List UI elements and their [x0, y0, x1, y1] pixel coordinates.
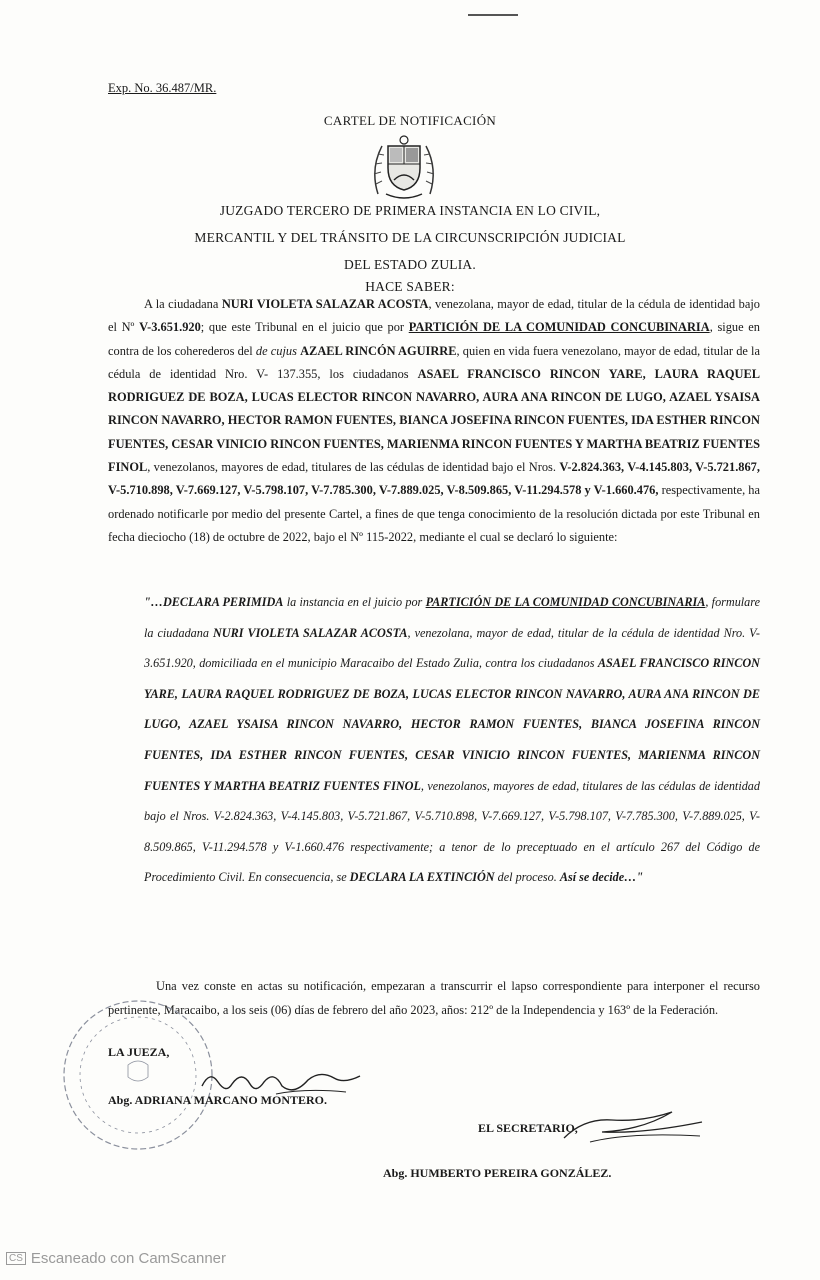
plaintiff-name: NURI VIOLETA SALAZAR ACOSTA — [221, 297, 429, 311]
watermark-text: Escaneado con CamScanner — [30, 1250, 227, 1267]
camscanner-logo-icon: CS — [6, 1252, 26, 1265]
court-name-line-3: DEL ESTADO ZULIA. — [344, 257, 476, 272]
secretary-name: Abg. HUMBERTO PEREIRA GONZÁLEZ. — [383, 1166, 612, 1180]
secretary-signature-icon — [560, 1108, 710, 1148]
closing-paragraph: Una vez conste en actas su notificación, empezaran a transcurrir el lapso correspondiente para interponer el recurso pertinente, Maracaibo, a los seis (06) días de febrero del año 2023, años: 212º de la Independencia y 163º de la Federación. — [108, 979, 760, 1017]
hace-saber: HACE SABER: — [365, 279, 455, 294]
plaintiff-id: V-3.651.920 — [139, 320, 201, 335]
judge-name: Abg. ADRIANA MARCANO MONTERO. — [108, 1093, 328, 1107]
deceased-name: AZAEL RINCÓN AGUIRRE — [300, 343, 457, 358]
heirs-ids: V-2.824.363, V-4.145.803, V-5.721.867, V-5.710.898, V-7.669.127, V-5.798.107, V-7.785.300, V-7.889.025, V-8.509.865, V-11.294.578 y V-1.660.476, — [108, 460, 760, 498]
coat-of-arms-icon — [368, 134, 440, 202]
expediente-number: Exp. No. 36.487/MR. — [108, 81, 217, 95]
quoted-resolution: "…DECLARA PERIMIDA la instancia en el juicio por PARTICIÓN DE LA COMUNIDAD CONCUBINARIA, formulare la ciudadana NURI VIOLETA SALAZAR ACOSTA, venezolana, mayor de edad, titular de la cédula de identidad Nro. V- 3.651.920, domiciliada en el municipio Maracaibo del Estado Zulia, contra los ciudadanos ASAEL FRANCISCO RINCON YARE, LAURA RAQUEL RODRIGUEZ DE BOZA, LUCAS ELECTOR RINCON NAVARRO, AURA ANA RINCON DE LUGO, AZAEL YSAISA RINCON NAVARRO, HECTOR RAMON FUENTES, BIANCA JOSEFINA RINCON FUENTES, IDA ESTHER RINCON FUENTES, CESAR VINICIO RINCON FUENTES, MARIENMA RINCON FUENTES Y MARTHA BEATRIZ FUENTES FINOL, venezolanos, mayores de edad, titulares de las cédulas de identidad bajo el Nros. V-2.824.363, V-4.145.803, V-5.721.867, V-5.710.898, V-7.669.127, V-5.798.107, V-7.785.300, V-7.889.025, V-8.509.865, V-11.294.578 y V-1.660.476 respectivamente; a tenor de lo preceptuado en el artículo 267 del Código de Procedimiento Civil. En consecuencia, se DECLARA LA EXTINCIÓN del proceso. Así se decide…" — [144, 595, 760, 885]
document-title: CARTEL DE NOTIFICACIÓN — [323, 113, 497, 128]
top-pen-mark — [468, 14, 518, 16]
court-name-line-1: JUZGADO TERCERO DE PRIMERA INSTANCIA EN LO CIVIL, — [219, 203, 601, 218]
heirs-names: ASAEL FRANCISCO RINCON YARE, LAURA RAQUEL RODRIGUEZ DE BOZA, LUCAS ELECTOR RINCON NAVARRO, AURA ANA RINCON DE LUGO, AZAEL YSAISA RINCON NAVARRO, HECTOR RAMON FUENTES, BIANCA JOSEFINA RINCON FUENTES, IDA ESTHER RINCON FUENTES, CESAR VINICIO RINCON FUENTES, MARIENMA RINCON FUENTES Y MARTHA BEATRIZ FUENTES FINOL — [108, 366, 761, 475]
court-name-line-2: MERCANTIL Y DEL TRÁNSITO DE LA CIRCUNSCRIPCIÓN JUDICIAL — [194, 230, 626, 245]
scanner-watermark — [6, 1250, 226, 1267]
case-type: PARTICIÓN DE LA COMUNIDAD CONCUBINARIA — [408, 320, 710, 335]
judge-title: LA JUEZA, — [108, 1045, 170, 1059]
notification-paragraph: A la ciudadana NURI VIOLETA SALAZAR ACOSTA, venezolana, mayor de edad, titular de la cédula de identidad bajo el Nº V-3.651.920; que este Tribunal en el juicio que por PARTICIÓN DE LA COMUNIDAD CONCUBINARIA, sigue en contra de los coherederos del de cujus AZAEL RINCÓN AGUIRRE, quien en vida fuera venezolano, mayor de edad, titular de la cédula de identidad Nro. V- 137.355, los ciudadanos ASAEL FRANCISCO RINCON YARE, LAURA RAQUEL RODRIGUEZ DE BOZA, LUCAS ELECTOR RINCON NAVARRO, AURA ANA RINCON DE LUGO, AZAEL YSAISA RINCON NAVARRO, HECTOR RAMON FUENTES, BIANCA JOSEFINA RINCON FUENTES, IDA ESTHER RINCON FUENTES, CESAR VINICIO RINCON FUENTES, MARIENMA RINCON FUENTES Y MARTHA BEATRIZ FUENTES FINOL, venezolanos, mayores de edad, titulares de las cédulas de identidad bajo el Nros. V-2.824.363, V-4.145.803, V-5.721.867, V-5.710.898, V-7.669.127, V-5.798.107, V-7.785.300, V-7.889.025, V-8.509.865, V-11.294.578 y V-1.660.476, respectivamente, ha ordenado notificarle por medio del presente Cartel, a fines de que tenga conocimiento de la resolución dictada por este Tribunal en fecha dieciocho (18) de octubre de 2022, bajo el Nº 115-2022, mediante el cual se declaró lo siguiente: — [108, 297, 761, 544]
court-stamp-icon — [58, 995, 218, 1155]
secretary-title: EL SECRETARIO, — [478, 1121, 578, 1135]
